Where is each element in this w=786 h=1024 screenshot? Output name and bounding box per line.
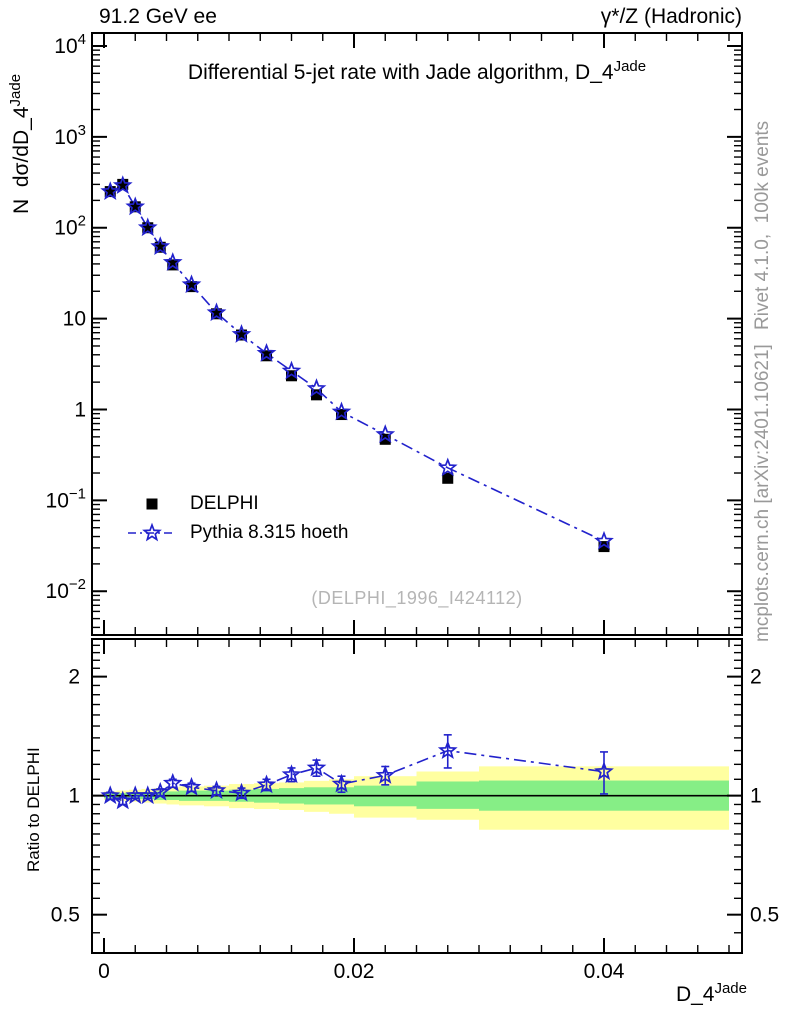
plot-title (92, 58, 742, 85)
svg-text:0: 0 (98, 960, 110, 983)
x-axis-title-superscript: Jade (714, 980, 747, 997)
svg-text:0.5: 0.5 (50, 903, 80, 927)
svg-text:1: 1 (68, 784, 80, 808)
rivet-version-note: Rivet 4.1.0, 100k events (752, 120, 773, 330)
svg-text:10−2: $10^{-2}$ (45, 576, 86, 604)
svg-text:1: 1 (74, 398, 86, 422)
mcplots-note: mcplots.cern.ch [arXiv:2401.10621] (752, 344, 773, 642)
legend-label-delphi: DELPHI (190, 492, 259, 514)
x-axis-title (675, 980, 747, 1007)
process-label: γ*/Z (Hadronic) (600, 5, 742, 28)
svg-text:102: $10^2$ (54, 212, 86, 240)
svg-text:0.04: 0.04 (583, 960, 625, 983)
legend-item-delphi (126, 489, 348, 518)
legend-item-pythia (126, 518, 348, 547)
open-star-marker-icon (126, 522, 178, 544)
y-axis-title (7, 73, 34, 214)
svg-text:103: $10^3$ (54, 121, 86, 149)
svg-text:0.02: 0.02 (333, 960, 375, 983)
y-axis-title-text: N dσ/dD_4 (10, 106, 33, 214)
analysis-watermark: (DELPHI_1996_I424112) (311, 588, 523, 608)
y-axis-title-superscript: Jade (7, 73, 24, 107)
svg-text:2: 2 (750, 665, 762, 689)
svg-text:2: 2 (68, 665, 80, 689)
plot-title-superscript: Jade (613, 58, 647, 75)
legend (126, 489, 348, 547)
svg-text:10: 10 (62, 307, 86, 331)
svg-text:0.5: 0.5 (750, 903, 780, 927)
beam-energy-label: 91.2 GeV ee (99, 5, 217, 28)
legend-label-pythia: Pythia 8.315 hoeth (190, 521, 349, 543)
plot-title-text: Differential 5-jet rate with Jade algorithm, D_4 (187, 61, 614, 84)
ratio-axis-title: Ratio to DELPHI (24, 747, 43, 872)
svg-text:1: 1 (750, 784, 762, 808)
x-axis-title-text: D_4 (675, 983, 715, 1006)
svg-text:104: $10^4$ (54, 30, 86, 58)
svg-text:10−1: $10^{-1}$ (45, 485, 86, 513)
filled-square-marker-icon (126, 493, 178, 515)
